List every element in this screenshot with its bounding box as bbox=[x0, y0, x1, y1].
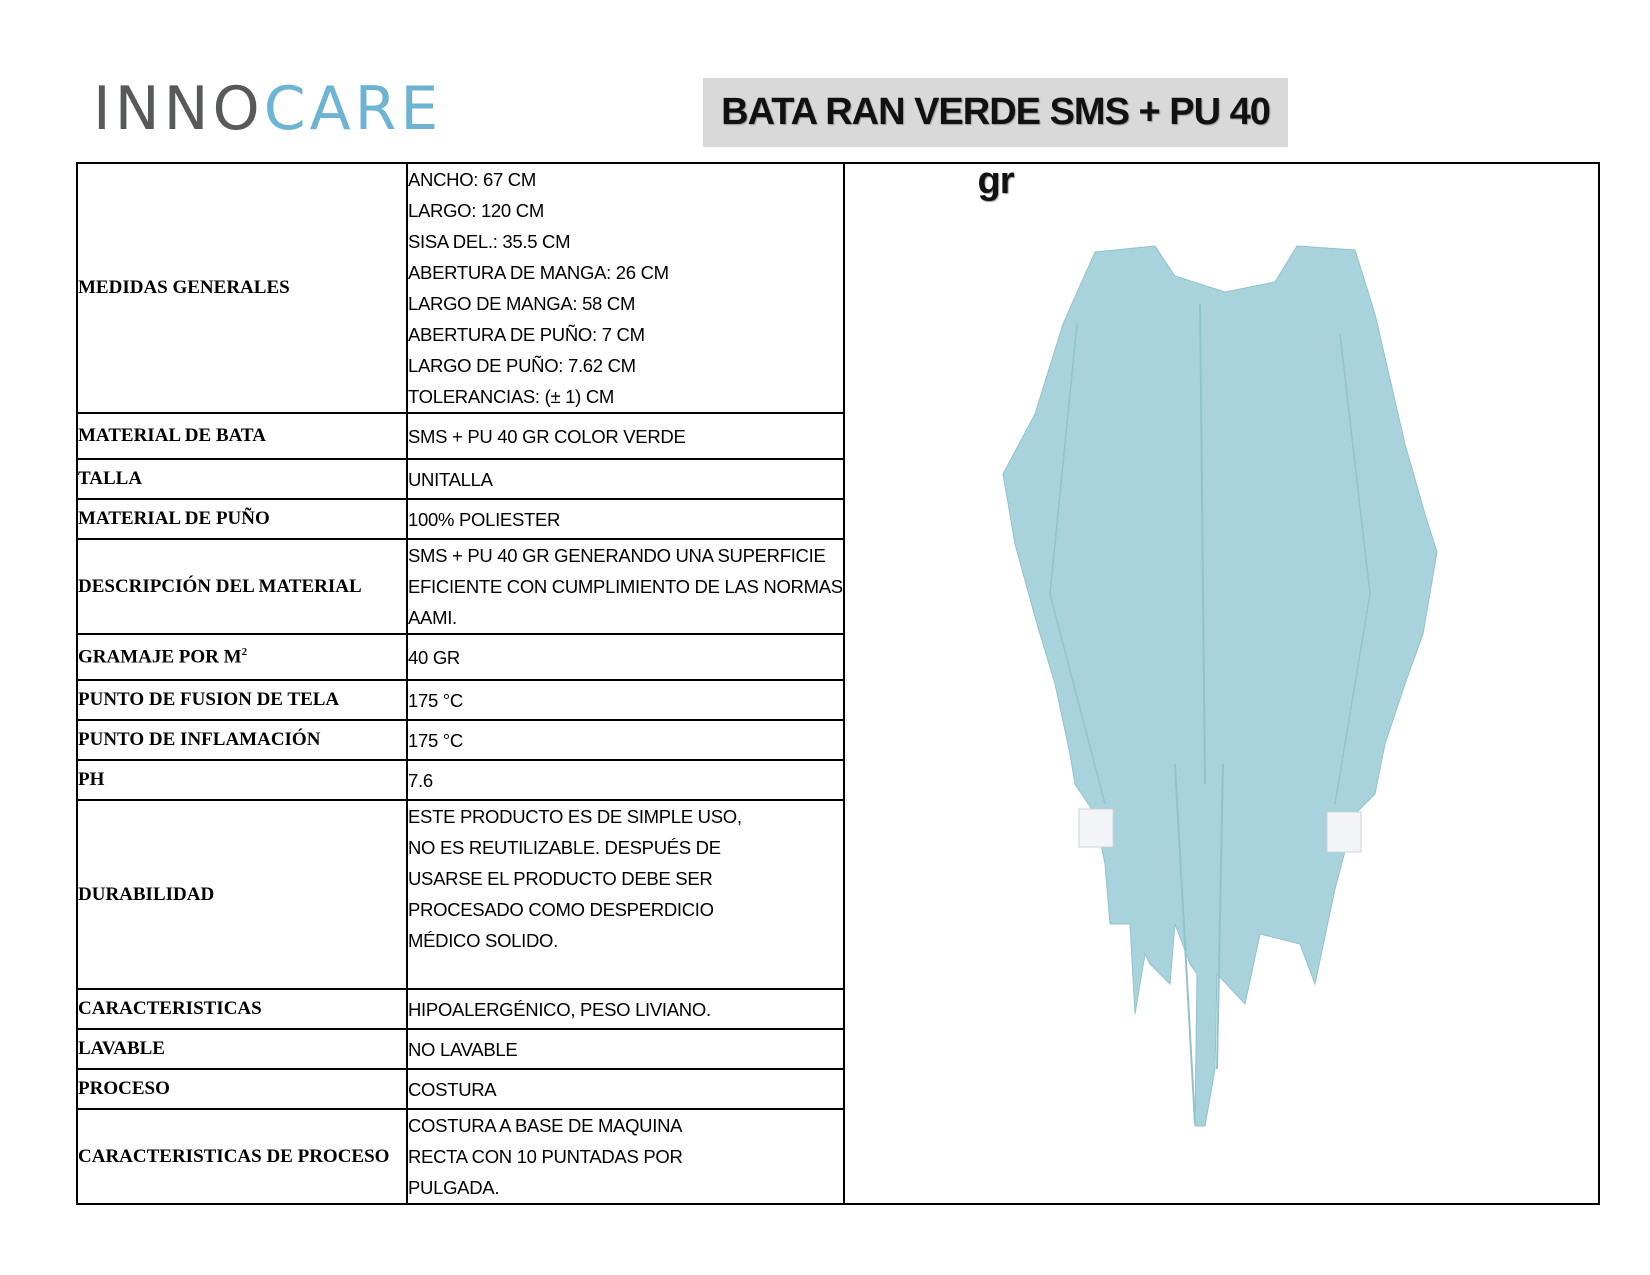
value-line: LARGO: 120 CM bbox=[408, 200, 544, 221]
value-line: PROCESADO COMO DESPERDICIO bbox=[408, 899, 714, 920]
row-label: MATERIAL DE PUÑO bbox=[77, 499, 407, 539]
spec-table bbox=[76, 162, 1600, 1205]
row-value bbox=[407, 634, 844, 680]
row-label: PUNTO DE INFLAMACIÓN bbox=[77, 720, 407, 760]
value-line: ESTE PRODUCTO ES DE SIMPLE USO, bbox=[408, 806, 742, 827]
row-value bbox=[407, 459, 844, 499]
row-value bbox=[407, 760, 844, 800]
row-label: CARACTERISTICAS bbox=[77, 989, 407, 1029]
value-line: HIPOALERGÉNICO, PESO LIVIANO. bbox=[408, 998, 711, 1020]
row-label: PUNTO DE FUSION DE TELA bbox=[77, 680, 407, 720]
value-line: 40 GR bbox=[408, 646, 460, 668]
value-line: MÉDICO SOLIDO. bbox=[408, 930, 558, 951]
row-value bbox=[407, 539, 844, 634]
row-value bbox=[407, 163, 844, 413]
row-label: CARACTERISTICAS DE PROCESO bbox=[77, 1109, 407, 1204]
value-line: COSTURA A BASE DE MAQUINA bbox=[408, 1115, 683, 1136]
row-label: PROCESO bbox=[77, 1069, 407, 1109]
row-label: TALLA bbox=[77, 459, 407, 499]
value-line: ABERTURA DE MANGA: 26 CM bbox=[408, 262, 669, 283]
value-line: SMS + PU 40 GR COLOR VERDE bbox=[408, 425, 686, 447]
value-line: AAMI. bbox=[408, 607, 457, 628]
row-label: PH bbox=[77, 760, 407, 800]
value-line: RECTA CON 10 PUNTADAS POR bbox=[408, 1146, 683, 1167]
value-line: ANCHO: 67 CM bbox=[408, 169, 536, 190]
row-label: DURABILIDAD bbox=[77, 800, 407, 989]
value-line: TOLERANCIAS: (± 1) CM bbox=[408, 386, 615, 407]
row-value bbox=[407, 989, 844, 1029]
row-label: MATERIAL DE BATA bbox=[77, 413, 407, 459]
value-line: ABERTURA DE PUÑO: 7 CM bbox=[408, 324, 645, 345]
row-value bbox=[407, 1069, 844, 1109]
gown-image bbox=[845, 164, 1598, 1196]
value-line: SISA DEL.: 35.5 CM bbox=[408, 231, 571, 252]
right-cuff bbox=[1327, 812, 1361, 852]
value-line: SMS + PU 40 GR GENERANDO UNA SUPERFICIE bbox=[408, 545, 826, 566]
row-label: MEDIDAS GENERALES bbox=[77, 163, 407, 413]
row-value bbox=[407, 413, 844, 459]
row-label: LAVABLE bbox=[77, 1029, 407, 1069]
innocare-logo bbox=[93, 76, 442, 142]
value-line: NO ES REUTILIZABLE. DESPUÉS DE bbox=[408, 837, 721, 858]
product-title: BATA RAN VERDE SMS + PU 40 gr bbox=[703, 78, 1288, 147]
value-line: 175 °C bbox=[408, 729, 463, 751]
row-value bbox=[407, 800, 844, 989]
row-value bbox=[407, 680, 844, 720]
row-value bbox=[407, 720, 844, 760]
row-value bbox=[407, 1109, 844, 1204]
value-line: USARSE EL PRODUCTO DEBE SER bbox=[408, 868, 713, 889]
row-value bbox=[407, 499, 844, 539]
value-line: COSTURA bbox=[408, 1078, 497, 1100]
value-line: 7.6 bbox=[408, 769, 433, 791]
row-value bbox=[407, 1029, 844, 1069]
gown-body bbox=[1003, 246, 1437, 1126]
value-line: PULGADA. bbox=[408, 1177, 500, 1198]
value-line: 175 °C bbox=[408, 689, 463, 711]
logo-text-inno: INNO bbox=[93, 74, 264, 144]
value-line: LARGO DE PUÑO: 7.62 CM bbox=[408, 355, 636, 376]
value-line: UNITALLA bbox=[408, 468, 493, 490]
left-cuff bbox=[1079, 809, 1113, 847]
value-line: LARGO DE MANGA: 58 CM bbox=[408, 293, 636, 314]
logo-text-care: CARE bbox=[263, 74, 443, 144]
value-line: EFICIENTE CON CUMPLIMIENTO DE LAS NORMAS bbox=[408, 576, 843, 597]
superscript: 2 bbox=[241, 645, 248, 658]
row-label: DESCRIPCIÓN DEL MATERIAL bbox=[77, 539, 407, 634]
label-text: GRAMAJE POR M bbox=[78, 646, 242, 668]
row-label bbox=[77, 634, 407, 680]
table-row bbox=[77, 163, 1599, 413]
value-line: 100% POLIESTER bbox=[408, 508, 561, 530]
value-line: NO LAVABLE bbox=[408, 1038, 518, 1060]
product-image-cell bbox=[844, 163, 1599, 1204]
